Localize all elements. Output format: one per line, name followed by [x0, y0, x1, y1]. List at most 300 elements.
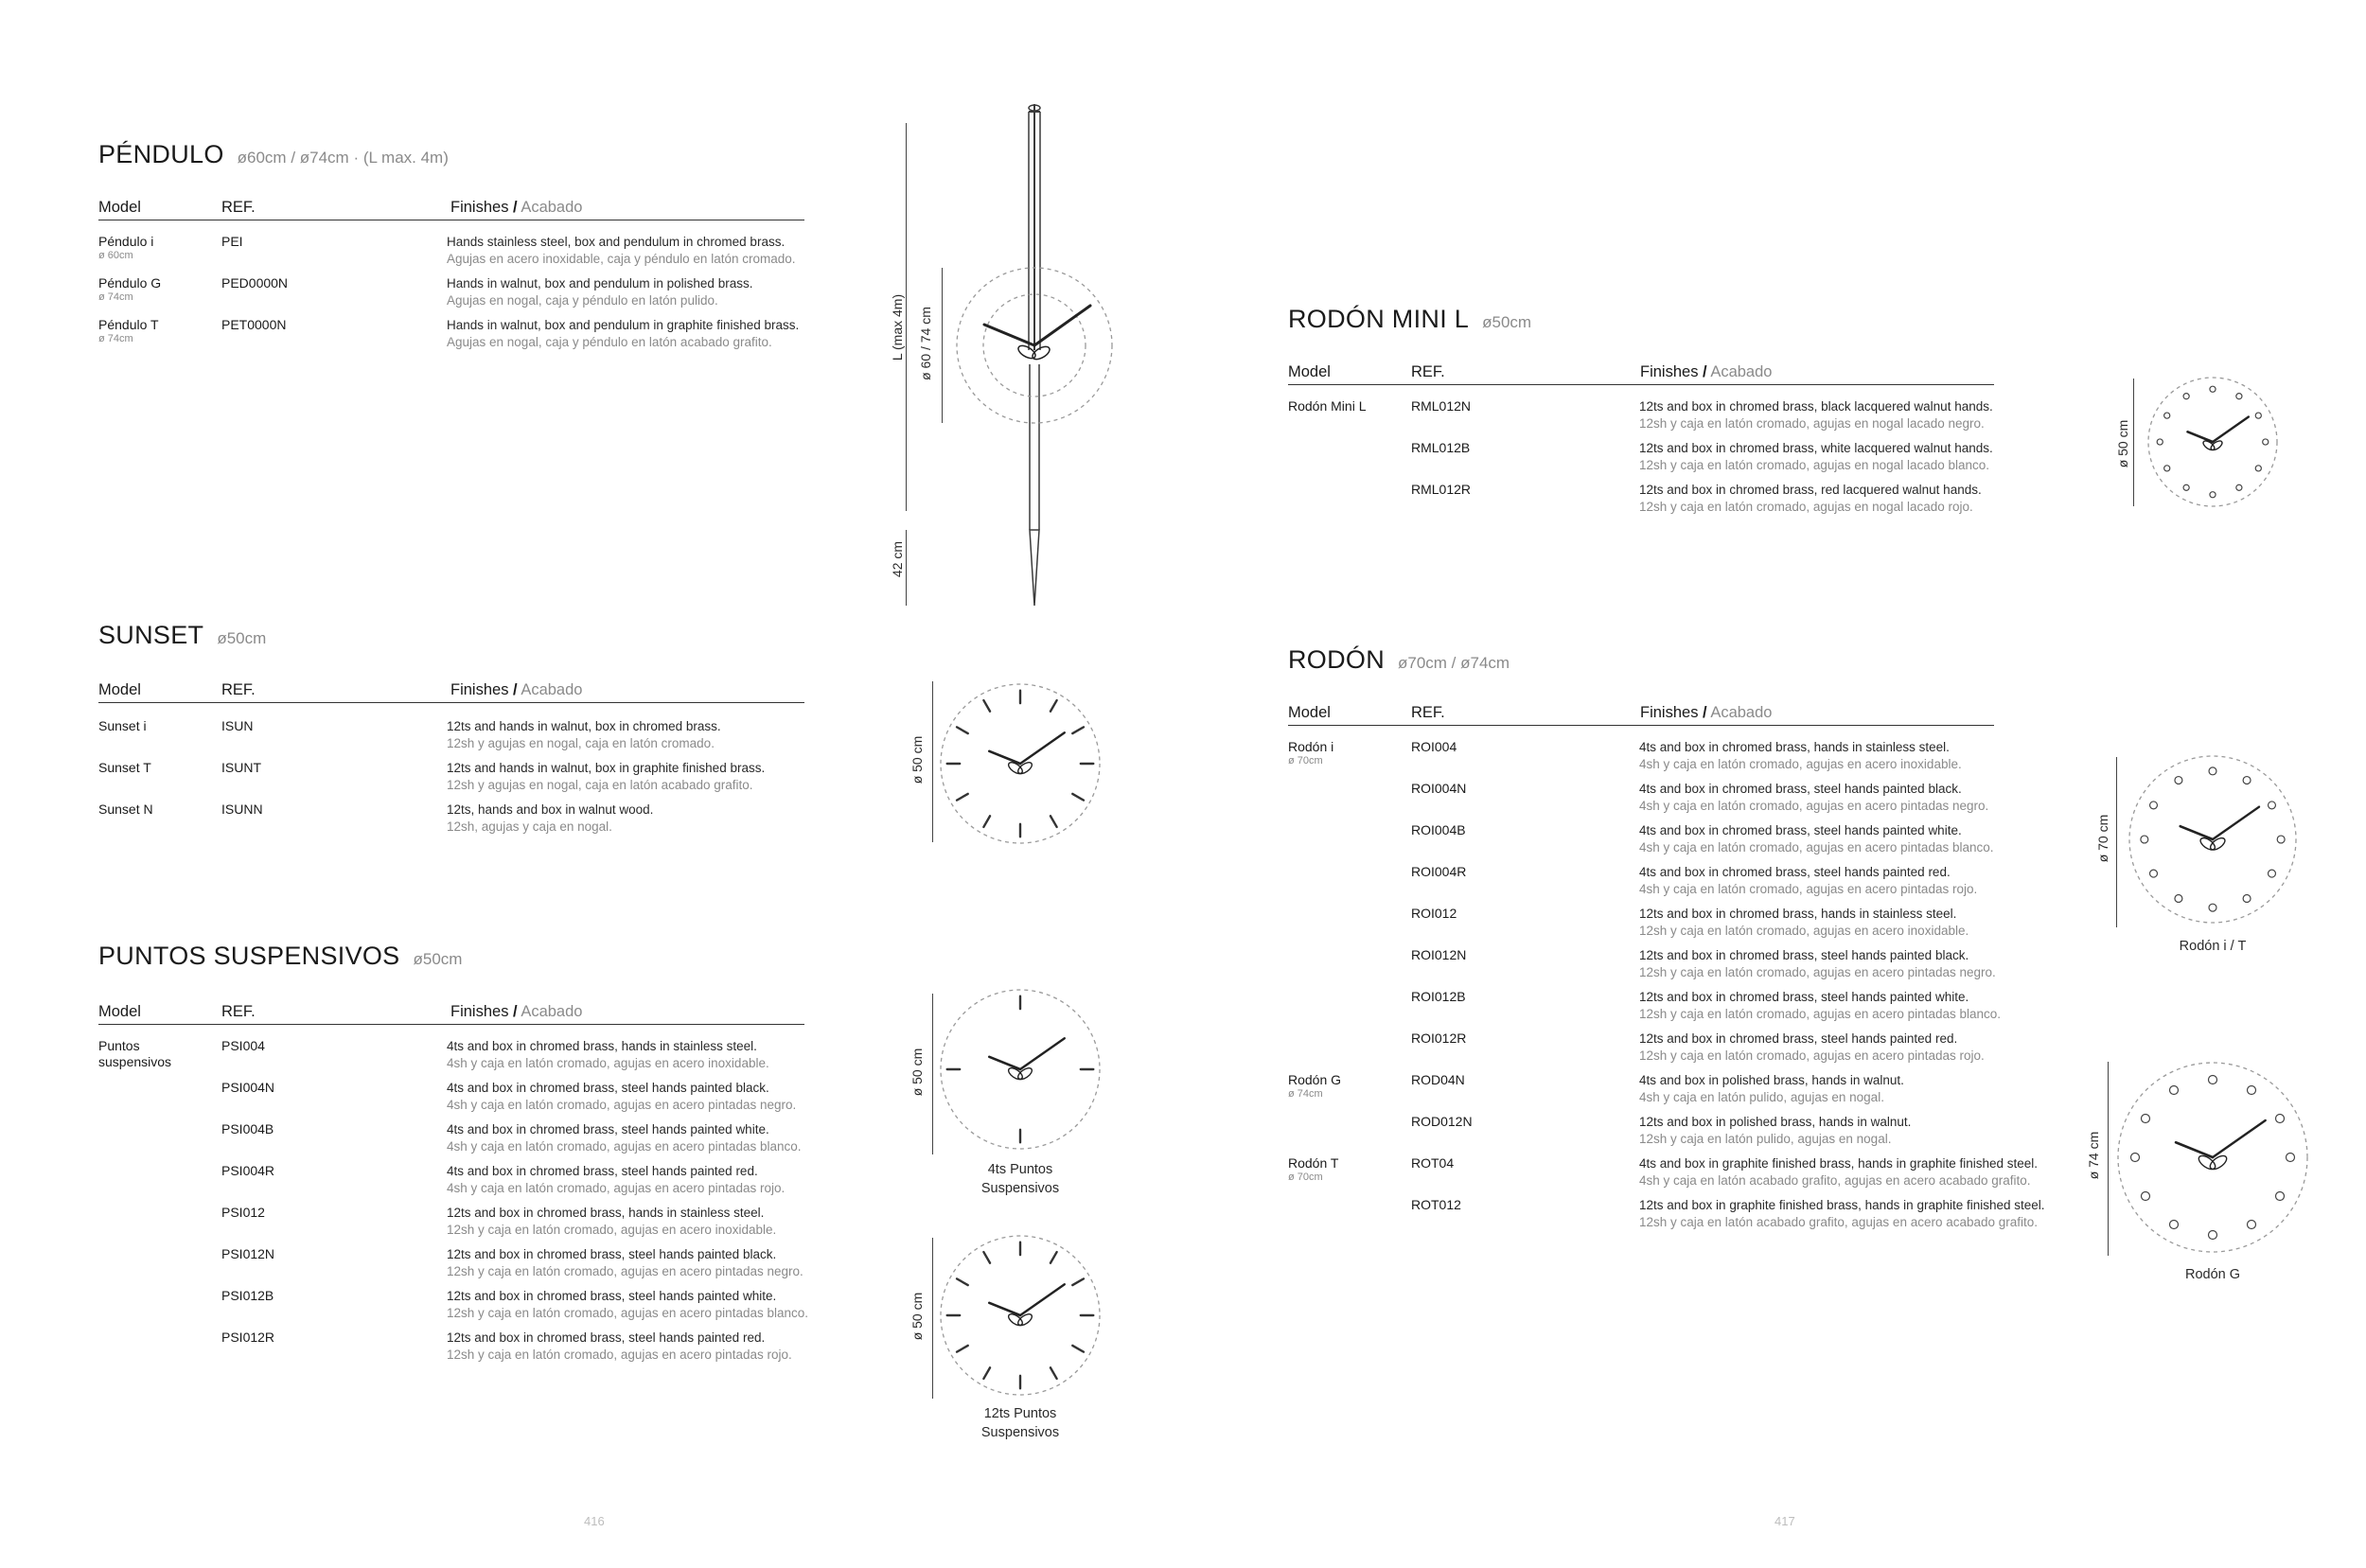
model-name	[1288, 739, 1333, 766]
finish-en: 12ts and hands in walnut, box in graphite finished brass.	[447, 761, 766, 775]
finish	[447, 275, 752, 309]
hour-marker	[2236, 484, 2242, 490]
finish-es: 12sh, agujas y caja en nogal.	[447, 819, 612, 834]
table-row	[1288, 906, 2083, 947]
finish-en: 12ts and box in chromed brass, steel hands painted red.	[447, 1330, 766, 1345]
finish	[447, 718, 721, 752]
ref-code: ISUNN	[221, 802, 263, 817]
finishes-es: Acabado	[521, 681, 583, 698]
hour-marker	[1072, 1346, 1084, 1352]
ref-code: ISUNT	[221, 760, 261, 775]
finish	[1639, 906, 1969, 940]
finish-es: Agujas en nogal, caja y péndulo en latón acabado grafito.	[447, 335, 772, 349]
finish-en: 12ts and box in chromed brass, black lacquered walnut hands.	[1639, 399, 1993, 414]
table-row	[1288, 1155, 2083, 1197]
finish-en: 4ts and box in chromed brass, steel hands painted black.	[1639, 782, 1962, 796]
dimension-line	[932, 681, 933, 842]
col-finishes	[1640, 704, 1772, 722]
finish-en: 12ts and hands in walnut, box in chromed brass.	[447, 719, 721, 733]
ref-code: ROI004B	[1411, 822, 1466, 837]
col-model: Model	[1288, 363, 1331, 380]
ref-code: ROT04	[1411, 1155, 1455, 1171]
puntos-table-header	[98, 1003, 804, 1025]
hour-hand	[989, 1303, 1020, 1315]
rodon-dimension-1: ø 70 cm	[2095, 814, 2110, 863]
col-finishes	[450, 1003, 582, 1021]
pendulo-table	[98, 234, 837, 359]
hour-marker	[957, 727, 968, 733]
table-row	[1288, 989, 2083, 1031]
puntos-caption-2: 12ts Puntos Suspensivos	[980, 1406, 1060, 1440]
minute-hand	[2213, 807, 2259, 839]
sunset-title	[98, 621, 266, 650]
dimension-length: L (max 4m)	[890, 293, 905, 361]
section-size: ø50cm	[413, 950, 463, 968]
rodon-mini-table-header	[1288, 363, 1994, 385]
rodon-table	[1288, 739, 2083, 1239]
finish-es: 12sh y caja en latón cromado, agujas en acero pintadas rojo.	[1639, 1048, 1985, 1063]
finish-en: 12ts and box in chromed brass, hands in stainless steel.	[1639, 907, 1957, 921]
model-label: Péndulo T	[98, 317, 159, 332]
hour-marker	[2157, 439, 2163, 445]
finishes-es: Acabado	[1710, 363, 1773, 380]
hour-marker	[2183, 394, 2189, 399]
finish	[447, 317, 799, 351]
table-row	[98, 1080, 837, 1121]
ref-code: ROD012N	[1411, 1114, 1473, 1129]
hour-marker	[1051, 816, 1057, 827]
ref-code: PSI004N	[221, 1080, 275, 1095]
pendulo-title	[98, 140, 449, 169]
minute-hand	[2213, 416, 2249, 442]
col-model: Model	[1288, 704, 1331, 721]
hour-marker	[2175, 777, 2182, 784]
table-row	[1288, 947, 2083, 989]
model-label: Péndulo G	[98, 275, 162, 291]
finishes-es: Acabado	[1710, 704, 1773, 721]
finish	[1639, 1155, 2038, 1189]
finish-es: 12sh y caja en latón cromado, agujas en acero pintadas blanco.	[1639, 1007, 2002, 1021]
finish-en: 12ts and box in chromed brass, white lacquered walnut hands.	[1639, 441, 1993, 455]
finish	[447, 1288, 808, 1322]
dimension-bottom: 42 cm	[890, 540, 905, 578]
col-finishes	[450, 681, 582, 699]
sunset-table	[98, 718, 837, 843]
ref-code: PSI012N	[221, 1246, 275, 1261]
hour-marker	[2164, 466, 2170, 471]
hour-marker	[1072, 727, 1084, 733]
hour-marker	[983, 1367, 990, 1379]
ref-code: ROI012B	[1411, 989, 1466, 1004]
dimension-line-diameter	[942, 268, 943, 423]
hour-marker	[957, 1278, 968, 1285]
finish-es: 4sh y caja en latón acabado grafito, agujas en acero acabado grafito.	[1639, 1173, 2031, 1188]
section-size: ø60cm / ø74cm · (L max. 4m)	[237, 149, 449, 167]
ref-code: ROI004R	[1411, 864, 1467, 879]
minute-hand	[1020, 1038, 1065, 1069]
minute-hand	[1020, 1284, 1065, 1315]
ref-code: ROT012	[1411, 1197, 1461, 1212]
model-name	[98, 317, 159, 344]
finish-en: 4ts and box in chromed brass, hands in stainless steel.	[447, 1039, 757, 1053]
finish-en: 4ts and box in chromed brass, steel hands painted black.	[447, 1081, 769, 1095]
table-row	[1288, 398, 2083, 440]
section-size: ø50cm	[1482, 313, 1532, 331]
hour-marker	[2209, 767, 2216, 775]
finish-es: 12sh y caja en latón cromado, agujas en acero pintadas negro.	[447, 1264, 803, 1278]
finish-en: 12ts and box in chromed brass, steel hands painted white.	[1639, 990, 1969, 1004]
finish	[1639, 864, 1977, 898]
finish	[447, 1205, 776, 1239]
finish-es: 12sh y caja en latón cromado, agujas en nogal lacado blanco.	[1639, 458, 1990, 472]
table-row	[1288, 822, 2083, 864]
table-row	[98, 1121, 837, 1163]
dimension-line	[2108, 1062, 2109, 1256]
table-row	[98, 802, 837, 843]
hour-marker	[1072, 794, 1084, 801]
hour-marker	[2263, 439, 2269, 445]
table-row	[98, 234, 837, 275]
hour-marker	[2269, 870, 2276, 877]
model-size: ø 60cm	[98, 250, 133, 261]
finish	[447, 1121, 802, 1155]
section-name: SUNSET	[98, 621, 204, 649]
hour-marker	[2164, 413, 2170, 418]
hour-marker	[2210, 492, 2216, 498]
rodon-mini-model-name: Rodón Mini L	[1288, 398, 1367, 414]
section-size: ø70cm / ø74cm	[1398, 654, 1510, 672]
hour-marker	[2170, 1221, 2179, 1229]
model-name	[98, 275, 161, 303]
rodon-table-header	[1288, 704, 1994, 726]
hour-marker	[2276, 1192, 2285, 1201]
puntos-caption-1: 4ts Puntos Suspensivos	[980, 1162, 1060, 1196]
ref-code: ROI012	[1411, 906, 1457, 921]
dimension-line	[932, 1238, 933, 1399]
finish	[447, 1080, 796, 1114]
hour-marker	[2255, 466, 2261, 471]
dimension-line	[2116, 757, 2117, 927]
hour-marker	[2150, 870, 2158, 877]
finish	[1639, 781, 1988, 815]
table-row	[98, 1205, 837, 1246]
hour-marker	[2277, 836, 2285, 843]
hour-marker	[2243, 895, 2251, 903]
table-row	[1288, 739, 2083, 781]
hour-marker	[1051, 700, 1057, 712]
ref-code: PSI004	[221, 1038, 265, 1053]
rodon-caption-2: Rodón G	[2184, 1267, 2241, 1282]
ref-code: PET0000N	[221, 317, 287, 332]
model-name: Sunset T	[98, 760, 151, 775]
hour-hand	[2181, 826, 2213, 839]
ref-code: PSI012R	[221, 1330, 275, 1345]
sunset-table-header	[98, 681, 804, 703]
dimension-line-bottom	[906, 530, 907, 606]
minute-hand	[1034, 306, 1090, 345]
finish-en: 12ts and box in chromed brass, hands in stainless steel.	[447, 1206, 765, 1220]
rodon-dimension-2: ø 74 cm	[2086, 1131, 2101, 1180]
finish-en: 12ts and box in chromed brass, steel hands painted red.	[1639, 1031, 1958, 1046]
hour-marker	[957, 1346, 968, 1352]
finish-en: Hands stainless steel, box and pendulum in chromed brass.	[447, 235, 786, 249]
ref-code: PEI	[221, 234, 243, 249]
model-name	[1288, 1155, 1338, 1183]
model-label: Rodón G	[1288, 1072, 1342, 1087]
model-label: Péndulo i	[98, 234, 154, 249]
finish-en: 4ts and box in polished brass, hands in walnut.	[1639, 1073, 1904, 1087]
table-row	[98, 1330, 837, 1371]
finishes-en: Finishes	[450, 1003, 509, 1020]
col-finishes	[1640, 363, 1772, 381]
hour-marker	[2276, 1115, 2285, 1123]
finish-es: Agujas en nogal, caja y péndulo en latón pulido.	[447, 293, 718, 308]
ref-code: PED0000N	[221, 275, 289, 291]
table-row	[98, 317, 837, 359]
rodon-g-clock-drawing	[0, 0, 1, 1]
finishes-sep: /	[513, 199, 518, 216]
hour-marker	[2255, 413, 2261, 418]
table-row	[1288, 781, 2083, 822]
puntos-dimension-2: ø 50 cm	[909, 1292, 925, 1341]
col-ref: REF.	[221, 681, 256, 698]
pendulo-tip	[1030, 530, 1039, 606]
sunset-dimension: ø 50 cm	[909, 735, 925, 784]
ref-code: PSI012B	[221, 1288, 274, 1303]
finish-en: 12ts and box in chromed brass, red lacquered walnut hands.	[1639, 483, 1982, 497]
hour-marker	[2183, 484, 2189, 490]
finishes-en: Finishes	[450, 681, 509, 698]
rodon-mini-table	[1288, 398, 2083, 523]
finish-es: 12sh y agujas en nogal, caja en latón acabado grafito.	[447, 778, 753, 792]
finish	[447, 1038, 769, 1072]
finish-es: 4sh y caja en latón cromado, agujas en acero pintadas negro.	[1639, 799, 1989, 813]
finish	[1639, 989, 2001, 1023]
finishes-sep: /	[513, 681, 518, 698]
table-row	[1288, 864, 2083, 906]
hour-marker	[2141, 1115, 2149, 1123]
finishes-sep: /	[513, 1003, 518, 1020]
finish-en: 4ts and box in chromed brass, steel hands painted red.	[447, 1164, 758, 1178]
table-row	[1288, 1031, 2083, 1072]
finish-en: 12ts and box in polished brass, hands in walnut.	[1639, 1115, 1912, 1129]
hour-marker	[983, 816, 990, 827]
hour-marker	[2209, 904, 2216, 911]
finish	[1639, 482, 1982, 516]
page-number-left: 416	[584, 1514, 605, 1528]
hour-marker	[2210, 386, 2216, 392]
col-model: Model	[98, 1003, 141, 1020]
finish-es: 12sh y caja en latón cromado, agujas en acero pintadas negro.	[1639, 965, 1996, 979]
hour-marker	[2141, 836, 2148, 843]
hour-marker	[2248, 1085, 2256, 1094]
ref-code: ROI012R	[1411, 1031, 1467, 1046]
pendulo-table-header	[98, 199, 804, 220]
finish-es: 12sh y agujas en nogal, caja en latón cromado.	[447, 736, 715, 750]
table-row	[98, 1288, 837, 1330]
hour-hand	[989, 1057, 1020, 1069]
table-row	[1288, 1072, 2083, 1114]
finish-es: 12sh y caja en latón cromado, agujas en nogal lacado negro.	[1639, 416, 1985, 431]
finish-en: 4ts and box in chromed brass, steel hands painted white.	[1639, 823, 1962, 837]
minute-hand	[2213, 1120, 2266, 1157]
section-name: RODÓN	[1288, 645, 1385, 674]
table-row	[98, 275, 837, 317]
col-model: Model	[98, 199, 141, 216]
finishes-sep: /	[1703, 363, 1707, 380]
finish	[1639, 1197, 2045, 1231]
finish-es: 12sh y caja en latón acabado grafito, agujas en acero acabado grafito.	[1639, 1215, 2039, 1229]
puntos-title	[98, 942, 462, 971]
model-name	[98, 234, 153, 261]
section-name: PUNTOS SUSPENSIVOS	[98, 942, 400, 970]
col-finishes	[450, 199, 582, 217]
finishes-es: Acabado	[521, 1003, 583, 1020]
model-size: ø 70cm	[1288, 755, 1323, 766]
finish	[1639, 398, 1993, 432]
hour-hand	[989, 751, 1020, 764]
ref-code: ROI004	[1411, 739, 1457, 754]
model-name: Sunset N	[98, 802, 153, 817]
hour-hand	[2176, 1142, 2213, 1157]
dimension-diameter: ø 60 / 74 cm	[918, 307, 933, 380]
hour-marker	[2209, 1231, 2217, 1240]
finish	[1639, 1114, 1911, 1148]
finish	[1639, 947, 1996, 981]
table-row	[1288, 1197, 2083, 1239]
finish-es: 4sh y caja en latón cromado, agujas en acero inoxidable.	[447, 1056, 769, 1070]
section-name: RODÓN MINI L	[1288, 305, 1470, 333]
col-ref: REF.	[221, 199, 256, 216]
puntos-table	[98, 1038, 837, 1371]
ref-code: PSI004B	[221, 1121, 274, 1136]
finish-es: 4sh y caja en latón cromado, agujas en acero pintadas rojo.	[1639, 882, 1978, 896]
col-ref: REF.	[1411, 704, 1445, 721]
hour-marker	[957, 794, 968, 801]
hour-marker	[2175, 895, 2182, 903]
model-label: Rodón T	[1288, 1155, 1339, 1171]
finish	[1639, 1031, 1985, 1065]
hour-marker	[2150, 802, 2158, 809]
ref-code: RML012B	[1411, 440, 1471, 455]
table-row	[98, 1163, 837, 1205]
model-name	[1288, 1072, 1341, 1100]
finishes-en: Finishes	[1640, 704, 1699, 721]
finish-es: 12sh y caja en latón pulido, agujas en nogal.	[1639, 1132, 1892, 1146]
model-size: ø 74cm	[98, 333, 133, 344]
col-ref: REF.	[221, 1003, 256, 1020]
hour-marker	[1072, 1278, 1084, 1285]
finish-en: 12ts, hands and box in walnut wood.	[447, 802, 654, 817]
finish-en: 12ts and box in graphite finished brass, hands in graphite finished steel.	[1639, 1198, 2045, 1212]
finish-es: 4sh y caja en latón cromado, agujas en acero inoxidable.	[1639, 757, 1962, 771]
hour-marker	[1051, 1252, 1057, 1263]
model-name: Sunset i	[98, 718, 147, 733]
col-model: Model	[98, 681, 141, 698]
finish-en: Hands in walnut, box and pendulum in polished brass.	[447, 276, 753, 291]
hour-marker	[983, 700, 990, 712]
finish-es: 4sh y caja en latón cromado, agujas en acero pintadas blanco.	[447, 1139, 802, 1154]
finish	[447, 802, 653, 836]
finish-es: 12sh y caja en latón cromado, agujas en acero inoxidable.	[1639, 924, 1969, 938]
section-size: ø50cm	[217, 629, 267, 647]
dimension-line-length	[906, 123, 907, 511]
rodon-mini-title	[1288, 305, 1531, 334]
finish-en: 4ts and box in chromed brass, steel hands painted red.	[1639, 865, 1951, 879]
hour-marker	[1051, 1367, 1057, 1379]
finish	[1639, 1072, 1904, 1106]
model-size: ø 70cm	[1288, 1172, 1323, 1183]
dimension-line	[2133, 379, 2134, 506]
finish-es: 12sh y caja en latón cromado, agujas en acero pintadas rojo.	[447, 1348, 792, 1362]
ref-code: ROD04N	[1411, 1072, 1465, 1087]
finish	[1639, 739, 1962, 773]
col-ref: REF.	[1411, 363, 1445, 380]
finish	[1639, 822, 1994, 856]
ref-code: RML012R	[1411, 482, 1472, 497]
ref-code: ROI012N	[1411, 947, 1467, 962]
finish-en: 12ts and box in chromed brass, steel hands painted black.	[1639, 948, 1969, 962]
hour-marker	[2248, 1221, 2256, 1229]
rodon-title	[1288, 645, 1510, 675]
table-row	[98, 760, 837, 802]
model-size: ø 74cm	[98, 291, 133, 303]
section-name: PÉNDULO	[98, 140, 224, 168]
finish-es: 12sh y caja en latón cromado, agujas en nogal lacado rojo.	[1639, 500, 1973, 514]
hour-hand	[2188, 432, 2213, 442]
finish-es: Agujas en acero inoxidable, caja y péndulo en latón cromado.	[447, 252, 796, 266]
finish-en: 4ts and box in chromed brass, steel hands painted white.	[447, 1122, 769, 1136]
hour-marker	[2243, 777, 2251, 784]
finish	[1639, 440, 1993, 474]
ref-code: ISUN	[221, 718, 254, 733]
table-row	[98, 1038, 837, 1080]
ref-code: PSI004R	[221, 1163, 275, 1178]
hour-marker	[2170, 1085, 2179, 1094]
hour-marker	[2269, 802, 2276, 809]
puntos-model-name: Puntos suspensivos	[98, 1038, 172, 1069]
table-row	[98, 718, 837, 760]
hour-marker	[983, 1252, 990, 1263]
minute-hand	[1020, 732, 1065, 764]
dimension-line	[932, 994, 933, 1154]
model-size: ø 74cm	[1288, 1088, 1323, 1100]
hour-marker	[2287, 1154, 2295, 1162]
model-label: Rodón i	[1288, 739, 1334, 754]
finish	[447, 234, 796, 268]
hour-marker	[2236, 394, 2242, 399]
page-number-right: 417	[1774, 1514, 1795, 1528]
finish-es: 12sh y caja en latón cromado, agujas en acero pintadas blanco.	[447, 1306, 809, 1320]
finish	[447, 1246, 803, 1280]
finish-en: 4ts and box in graphite finished brass, hands in graphite finished steel.	[1639, 1156, 2039, 1171]
finish-en: 4ts and box in chromed brass, hands in stainless steel.	[1639, 740, 1950, 754]
finishes-sep: /	[1703, 704, 1707, 721]
finish-es: 12sh y caja en latón cromado, agujas en acero inoxidable.	[447, 1223, 777, 1237]
table-row	[1288, 1114, 2083, 1155]
hour-hand	[984, 325, 1034, 345]
hour-marker	[2209, 1076, 2217, 1084]
finish-es: 4sh y caja en latón pulido, agujas en nogal.	[1639, 1090, 1884, 1104]
hour-marker	[2131, 1154, 2140, 1162]
finishes-en: Finishes	[450, 199, 509, 216]
ref-code: RML012N	[1411, 398, 1472, 414]
finish-es: 4sh y caja en latón cromado, agujas en acero pintadas rojo.	[447, 1181, 786, 1195]
table-row	[1288, 440, 2083, 482]
table-row	[1288, 482, 2083, 523]
finish	[447, 1163, 785, 1197]
finish-en: 12ts and box in chromed brass, steel hands painted black.	[447, 1247, 777, 1261]
